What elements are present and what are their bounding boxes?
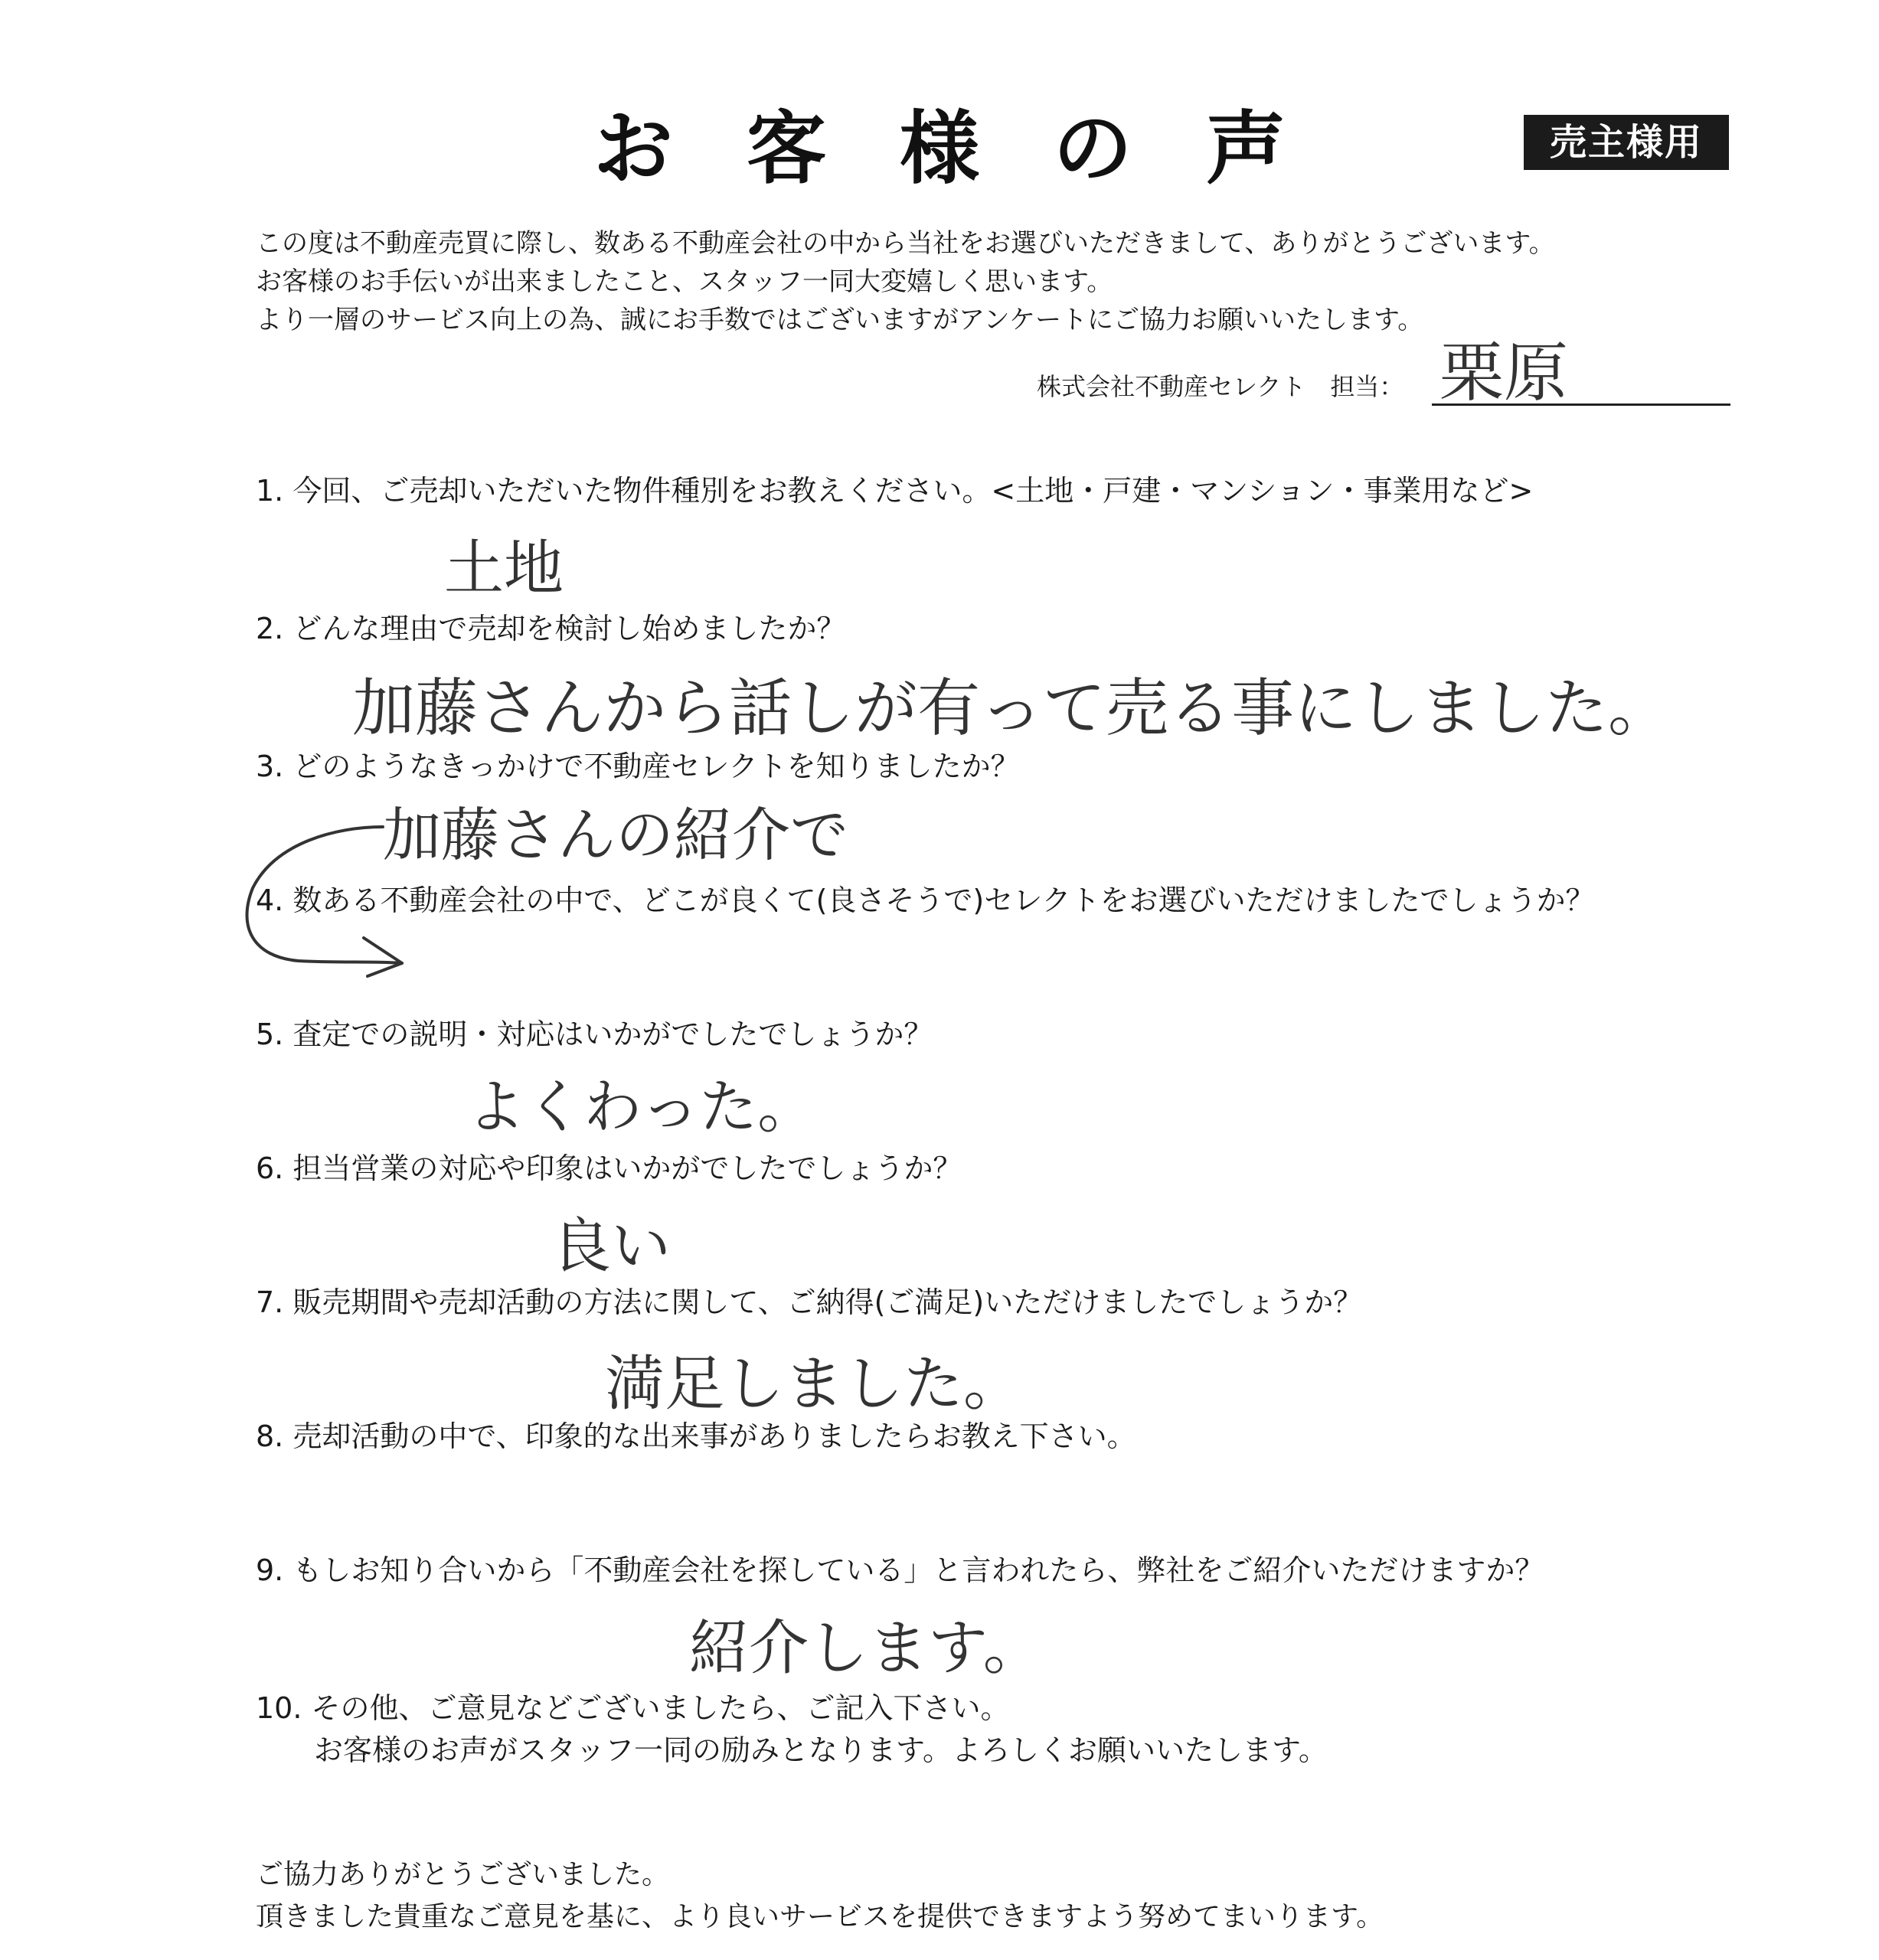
question-text: 査定での説明・対応はいかがでしたでしょうか？ (292, 1018, 933, 1051)
question-3 (256, 743, 1020, 785)
question-10-subtext: お客様のお声がスタッフ一同の励みとなります。よろしくお願いいたします。 (314, 1733, 1328, 1767)
answer-1: 土地 (444, 534, 564, 603)
question-number: 9. (256, 1553, 284, 1587)
question-8 (256, 1413, 1136, 1455)
answer-7: 満足しました。 (605, 1350, 1024, 1419)
question-text: 担当営業の対応や印象はいかがでしたでしょうか？ (292, 1152, 962, 1185)
question-number: 4. (256, 884, 284, 917)
question-10 (256, 1684, 1010, 1726)
staff-label: 株式会社不動産セレクト 担当： (1037, 372, 1404, 401)
question-number: 8. (256, 1419, 284, 1453)
question-7 (256, 1279, 1362, 1321)
question-number: 3. (256, 750, 284, 783)
question-5 (256, 1011, 933, 1053)
question-4 (256, 877, 1595, 919)
question-number: 7. (256, 1285, 284, 1319)
question-number: 5. (256, 1018, 284, 1051)
footer-message: 頂きました貴重なご意見を基に、より良いサービスを提供できますよう努めてまいります。 (256, 1901, 1384, 1932)
footer-thanks: ご協力ありがとうございました。 (256, 1859, 670, 1890)
question-2 (256, 605, 845, 647)
staff-name-handwritten: 栗原 (1439, 335, 1569, 410)
answer-5: よくわった。 (467, 1073, 816, 1141)
question-text: どのようなきっかけで不動産セレクトを知りましたか？ (292, 750, 1020, 783)
page-title: お客様の声 (593, 102, 1359, 195)
question-text: 数ある不動産会社の中で、どこが良くて(良さそうで)セレクトをお選びいただけましたでしょうか？ (292, 884, 1595, 917)
intro-line-1: この度は不動産売買に際し、数ある不動産会社の中から当社をお選びいただきまして、ありがとうございます。 (256, 228, 1555, 259)
question-number: 1. (256, 474, 284, 508)
question-number: 6. (256, 1152, 284, 1185)
question-text: 販売期間や売却活動の方法に関して、ご納得(ご満足)いただけましたでしょうか？ (292, 1285, 1363, 1319)
intro-line-3: より一層のサービス向上の為、誠にお手数ではございますがアンケートにご協力お願いいたします。 (256, 305, 1424, 335)
staff-signature-line (1432, 403, 1730, 406)
question-text: 今回、ご売却いただいた物件種別をお教えください。<土地・戸建・マンション・事業用など> (292, 474, 1534, 508)
answer-9: 紹介します。 (689, 1614, 1043, 1683)
question-text: 売却活動の中で、印象的な出来事がありましたらお教え下さい。 (292, 1419, 1136, 1453)
question-text: その他、ご意見などございましたら、ご記入下さい。 (311, 1691, 1010, 1725)
answer-2: 加藤さんから話しが有って売る事にしました。 (352, 672, 1671, 745)
intro-line-2: お客様のお手伝いが出来ましたこと、スタッフ一同大変嬉しく思います。 (256, 266, 1113, 297)
question-text: どんな理由で売却を検討し始めましたか？ (292, 612, 846, 645)
question-text: もしお知り合いから「不動産会社を探している」と言われたら、弊社をご紹介いただけますか？ (292, 1553, 1544, 1587)
question-6 (256, 1145, 962, 1187)
question-9 (256, 1547, 1544, 1589)
question-1 (256, 467, 1533, 509)
question-number: 10. (256, 1691, 302, 1725)
seller-badge: 売主様用 (1524, 115, 1729, 170)
answer-3: 加藤さんの紹介で (383, 801, 848, 869)
answer-6: 良い (551, 1212, 672, 1281)
question-number: 2. (256, 612, 284, 645)
